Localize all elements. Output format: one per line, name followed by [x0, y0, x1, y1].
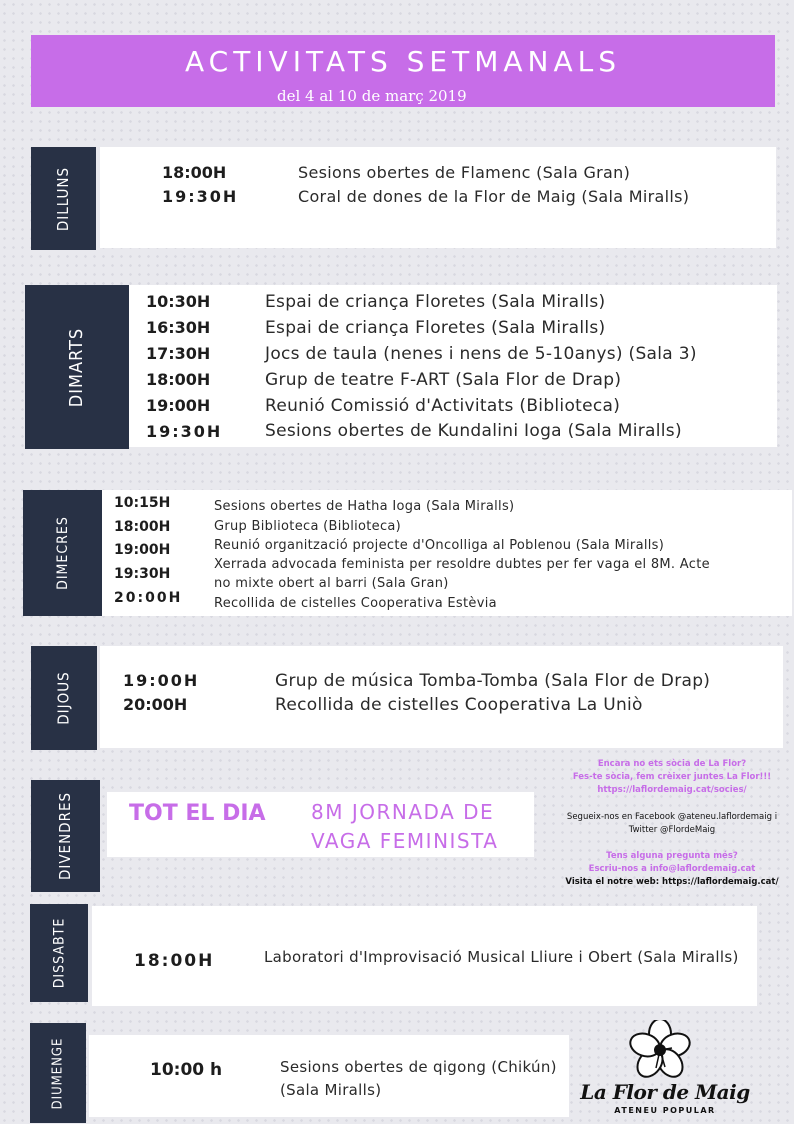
- website-link[interactable]: Visita el notre web: https://laflordemaig.cat/: [565, 877, 779, 887]
- info-text: [550, 758, 794, 889]
- time: 10:00 h: [150, 1060, 223, 1080]
- activity: Espai de criança Floretes (Sala Miralls): [265, 318, 606, 338]
- activity: Sesions obertes de Kundalini Ioga (Sala Miralls): [265, 421, 682, 441]
- activity: Jocs de taula (nenes i nens de 5-10anys) (Sala 3): [265, 344, 697, 364]
- activity: Xerrada advocada feminista per resoldre dubtes per fer vaga el 8M. Acte: [214, 557, 710, 572]
- dimarts-tab: [25, 285, 129, 449]
- activity: Sesions obertes de Hatha Ioga (Sala Miralls): [214, 499, 515, 514]
- info-line: Tens alguna pregunta més?: [606, 851, 738, 861]
- time: 10:30H: [146, 292, 211, 311]
- time: 19:00H: [146, 396, 211, 415]
- time: 20:00H: [123, 695, 188, 714]
- time: 10:15H: [114, 495, 171, 511]
- page-title: ACTIVITATS SETMANALS: [184, 45, 622, 78]
- day-label: DIUMENGE: [50, 1037, 66, 1109]
- members-link[interactable]: https://laflordemaig.cat/socies/: [597, 785, 747, 795]
- activity: Recollida de cistelles Cooperativa La Uniò: [275, 695, 643, 715]
- time: 20:00H: [114, 590, 183, 606]
- activity: Laboratori d'Improvisació Musical Lliure i Obert (Sala Miralls): [264, 948, 739, 966]
- info-line: Encara no ets sòcia de La Flor?: [597, 759, 747, 769]
- day-label: DISSABTE: [51, 917, 68, 989]
- dijous-tab: [31, 646, 97, 750]
- logo-wordmark: La Flor de Maig: [580, 1080, 750, 1104]
- activity: Espai de criança Floretes (Sala Miralls): [265, 292, 606, 312]
- activity: Recollida de cistelles Cooperativa Estèvia: [214, 596, 497, 611]
- time: 18:00H: [146, 370, 211, 389]
- activity: Grup de música Tomba-Tomba (Sala Flor de Drap): [275, 671, 711, 691]
- time: 18:00H: [134, 951, 215, 971]
- day-label: DILLUNS: [54, 166, 73, 231]
- la-flor-de-maig-logo: [570, 1020, 760, 1120]
- activity: Grup de teatre F-ART (Sala Flor de Drap): [265, 370, 622, 390]
- activity: 8M JORNADA DE: [311, 800, 495, 824]
- time: 19:30H: [114, 566, 171, 582]
- dilluns-tab: [31, 147, 96, 250]
- day-label: DIJOUS: [54, 671, 73, 725]
- activity: (Sala Miralls): [280, 1081, 382, 1099]
- logo-tagline: ATENEU POPULAR: [614, 1106, 716, 1115]
- header-banner: [31, 35, 775, 107]
- activity: no mixte obert al barri (Sala Gran): [214, 576, 449, 591]
- activity: Reunió Comissió d'Activitats (Biblioteca): [265, 396, 621, 416]
- time: 16:30H: [146, 318, 211, 337]
- activity: Coral de dones de la Flor de Maig (Sala Miralls): [298, 187, 690, 206]
- time: 18:00H: [162, 163, 227, 182]
- time: 17:30H: [146, 344, 211, 363]
- time: 19:00H: [114, 542, 171, 558]
- activity: Sesions obertes de qigong (Chikún): [280, 1058, 557, 1076]
- flower-icon: [570, 1020, 760, 1120]
- diumenge-tab: [30, 1023, 86, 1123]
- info-line: Segueix-nos en Facebook @ateneu.laflordemaig i: [566, 812, 778, 822]
- info-line: Twitter @FlordeMaig: [628, 825, 716, 835]
- time: TOT EL DIA: [129, 801, 266, 826]
- email-link[interactable]: Escriu-nos a info@laflordemaig.cat: [588, 864, 756, 874]
- activity: Grup Biblioteca (Biblioteca): [214, 519, 402, 534]
- activity: VAGA FEMINISTA: [311, 829, 499, 853]
- info-line: Fes-te sòcia, fem crèixer juntes La Flor!!!: [572, 772, 772, 782]
- activity: Reunió organització projecte d'Oncolliga al Poblenou (Sala Miralls): [214, 538, 665, 553]
- date-range: del 4 al 10 de març 2019: [277, 87, 467, 105]
- time: 19:00H: [123, 671, 200, 690]
- dimecres-tab: [23, 490, 102, 616]
- day-label: DIVENDRES: [56, 791, 75, 881]
- dissabte-tab: [30, 904, 88, 1002]
- time: 19:30H: [162, 187, 239, 206]
- time: 18:00H: [114, 519, 171, 535]
- activity: Sesions obertes de Flamenc (Sala Gran): [298, 163, 631, 182]
- time: 19:30H: [146, 422, 223, 441]
- divendres-tab: [31, 780, 100, 892]
- day-label: DIMECRES: [54, 516, 71, 590]
- day-label: DIMARTS: [66, 327, 88, 407]
